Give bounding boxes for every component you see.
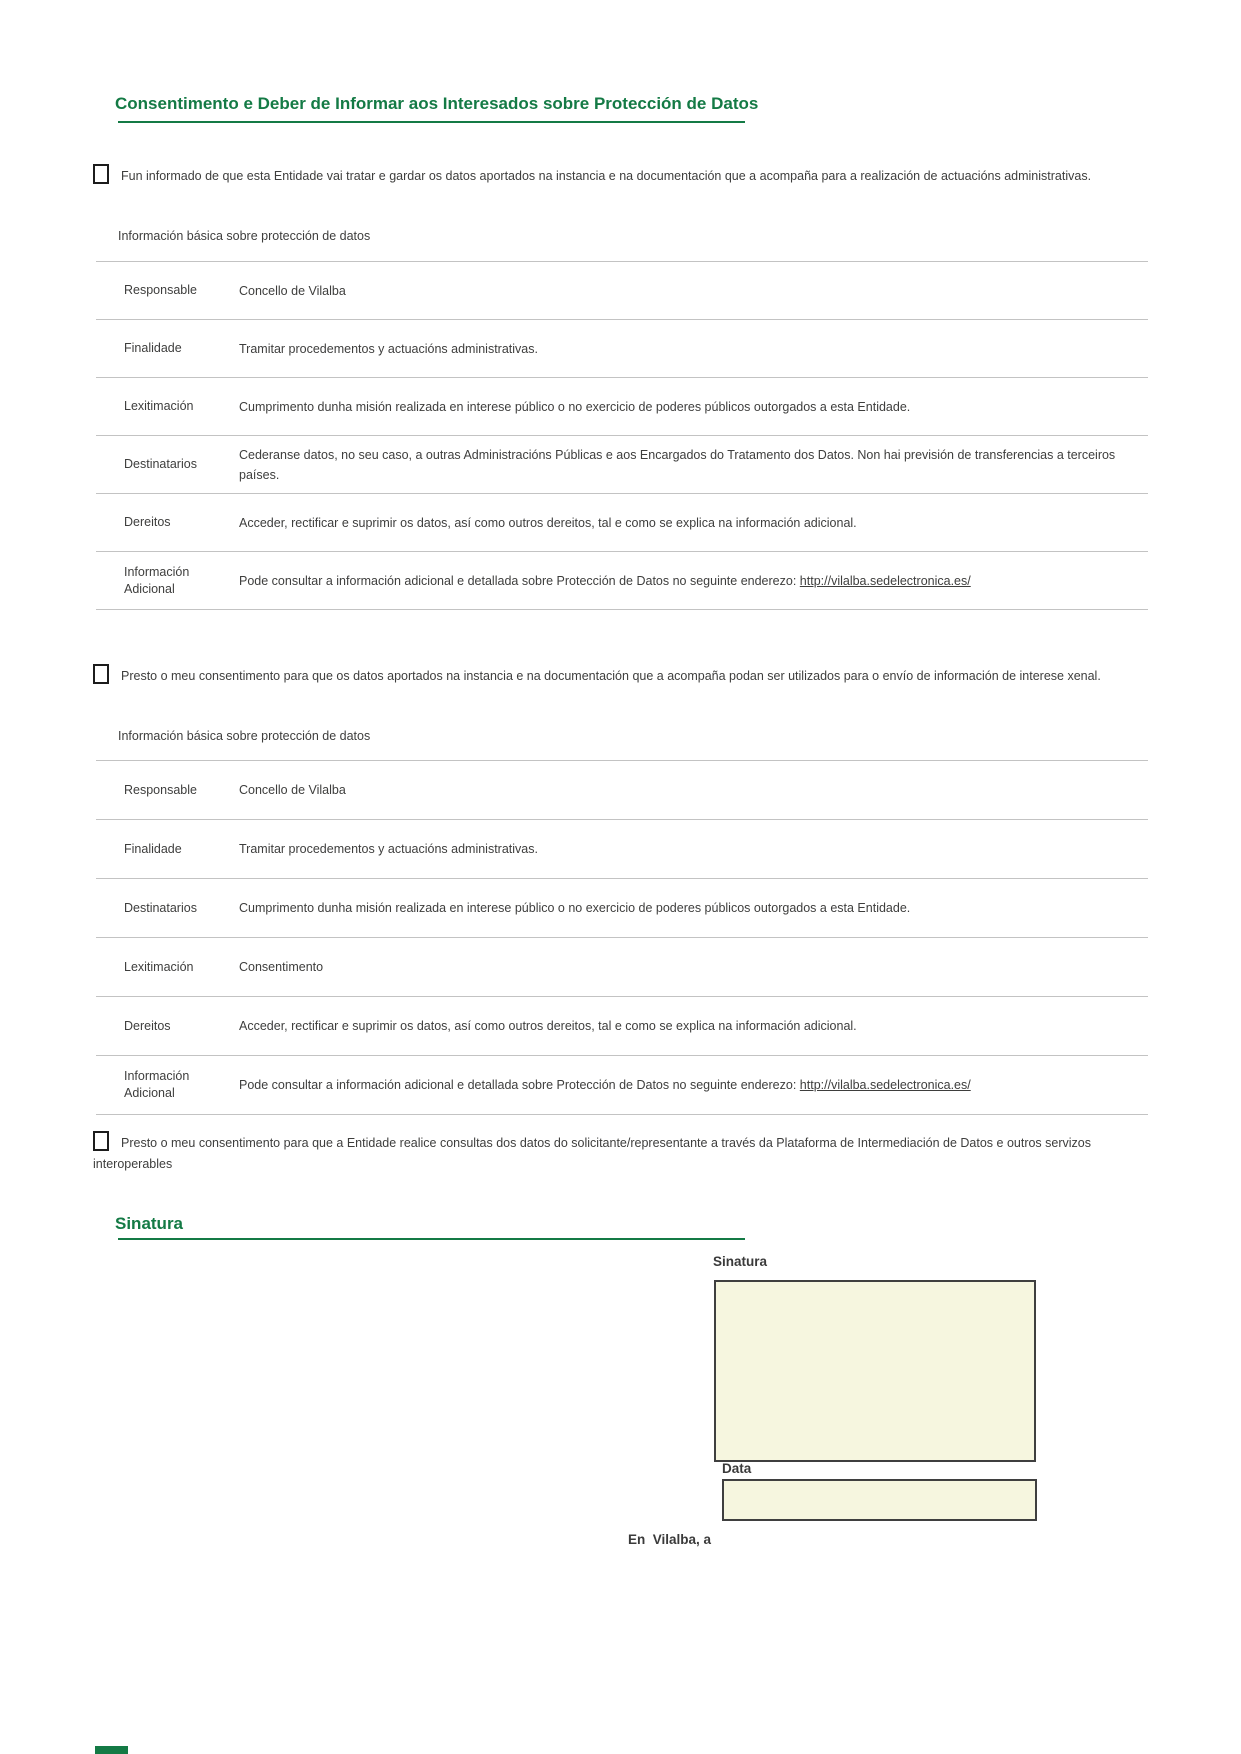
consent-checkbox-1[interactable]	[93, 164, 109, 184]
row-label: Finalidade	[124, 341, 182, 355]
table-row	[96, 435, 1148, 493]
row-value: Cederanse datos, no seu caso, a outras Administracións Públicas e aos Encargados do Tratamento dos Datos. Non hai previsión de transferencias a terceiros países.	[239, 447, 1116, 482]
row-value: Concello de Vilalba	[239, 283, 346, 298]
row-value: Consentimento	[239, 960, 324, 974]
page-title: Consentimento e Deber de Informar aos Interesados sobre Protección de Datos	[115, 94, 759, 113]
consent-checkbox-1-label: Fun informado de que esta Entidade vai tratar e gardar os datos aportados na instancia e na documentación que a acompaña para a realización de actuacións administrativas.	[121, 169, 1092, 183]
table-row	[96, 996, 1148, 1055]
row-label: Información Adicional	[124, 1069, 190, 1100]
row-label: Dereitos	[124, 1018, 171, 1033]
table-caption-1: Información básica sobre protección de datos	[118, 229, 371, 243]
consent-checkbox-2[interactable]	[93, 664, 109, 684]
signature-field-label: Sinatura	[713, 1254, 768, 1269]
privacy-policy-link[interactable]: http://vilalba.sedelectronica.es/	[799, 1078, 971, 1092]
page-break-marker	[95, 1746, 128, 1754]
row-value: Tramitar procedementos y actuacións administrativas.	[239, 341, 538, 356]
row-label: Responsable	[124, 782, 197, 797]
signature-heading-underline	[118, 1238, 745, 1240]
row-label: Información Adicional	[124, 564, 190, 596]
row-value: Concello de Vilalba	[239, 783, 346, 797]
row-label: Lexitimación	[124, 399, 194, 413]
table-row	[96, 937, 1148, 996]
row-value	[239, 571, 1148, 591]
signature-field[interactable]	[714, 1280, 1036, 1462]
row-label: Destinatarios	[124, 457, 197, 471]
row-value: Cumprimento dunha misión realizada en interese público o no exercicio de poderes públicos outorgados a esta Entidade.	[239, 901, 911, 915]
table-caption-2: Información básica sobre protección de datos	[118, 729, 371, 743]
row-label: Dereitos	[124, 515, 171, 529]
row-value-text: Pode consultar a información adicional e detallada sobre Protección de Datos no seguinte enderezo:	[239, 1078, 797, 1092]
table-row	[96, 319, 1148, 377]
table-row	[96, 760, 1148, 819]
table-row	[96, 493, 1148, 551]
table-row	[96, 1055, 1148, 1114]
table-row	[96, 551, 1148, 609]
consent-checkbox-3[interactable]	[93, 1131, 109, 1151]
date-field-label: Data	[722, 1461, 752, 1476]
privacy-table-2	[96, 760, 1148, 1115]
row-value: Cumprimento dunha misión realizada en interese público o no exercicio de poderes públicos outorgados a esta Entidade.	[239, 399, 911, 414]
title-underline	[118, 121, 745, 123]
consent-paragraph-1	[93, 164, 1151, 187]
table-row	[96, 878, 1148, 937]
table-row	[96, 819, 1148, 878]
place-date-line: En Vilalba, a	[628, 1532, 712, 1547]
table-row	[96, 377, 1148, 435]
consent-paragraph-2	[93, 664, 1151, 687]
row-value	[239, 1075, 1148, 1095]
row-label: Finalidade	[124, 841, 182, 856]
table-row	[96, 261, 1148, 319]
row-value: Acceder, rectificar e suprimir os datos, así como outros dereitos, tal e como se explica na información adicional.	[239, 1019, 857, 1033]
consent-paragraph-3	[93, 1131, 1151, 1175]
consent-checkbox-2-label: Presto o meu consentimento para que os datos aportados na instancia e na documentación que a acompaña podan ser utilizados para o envío de información de interese xenal.	[121, 669, 1101, 683]
consent-checkbox-3-label: Presto o meu consentimento para que a Entidade realice consultas dos datos do solicitante/representante a través da Plataforma de Intermediación de Datos e outros servizos interoperables	[93, 1136, 1092, 1171]
row-value-text: Pode consultar a información adicional e detallada sobre Protección de Datos no seguinte enderezo:	[239, 573, 797, 588]
privacy-table-1	[96, 261, 1148, 610]
row-label: Lexitimación	[124, 959, 194, 974]
row-label: Responsable	[124, 283, 197, 297]
row-value: Tramitar procedementos y actuacións administrativas.	[239, 842, 538, 856]
row-label: Destinatarios	[124, 900, 197, 915]
row-value: Acceder, rectificar e suprimir os datos, así como outros dereitos, tal e como se explica na información adicional.	[239, 515, 857, 530]
date-field[interactable]	[722, 1479, 1037, 1521]
signature-heading: Sinatura	[115, 1214, 184, 1233]
privacy-policy-link[interactable]: http://vilalba.sedelectronica.es/	[799, 573, 971, 588]
